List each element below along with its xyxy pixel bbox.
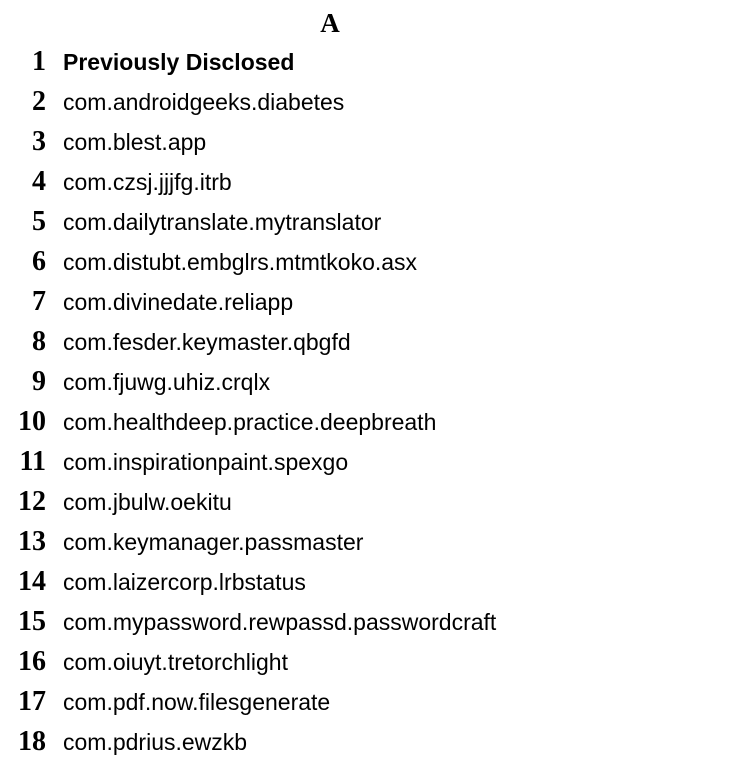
table-row (0, 402, 734, 442)
table-row (0, 442, 734, 482)
cell-package-name[interactable]: com.oiuyt.tretorchlight (63, 649, 288, 675)
table-row (0, 682, 734, 722)
row-number[interactable]: 7 (32, 286, 46, 317)
row-number[interactable]: 10 (18, 406, 46, 437)
row-number[interactable]: 18 (18, 726, 46, 757)
cell-package-name[interactable]: com.distubt.embglrs.mtmtkoko.asx (63, 249, 418, 275)
row-number[interactable]: 6 (32, 246, 46, 277)
row-number[interactable]: 15 (18, 606, 46, 637)
cell-package-name[interactable]: com.laizercorp.lrbstatus (63, 569, 306, 595)
table-row (0, 722, 734, 762)
table-row (0, 82, 734, 122)
table-rows (0, 42, 734, 762)
cell-package-name[interactable]: com.mypassword.rewpassd.passwordcraft (63, 609, 497, 635)
table-row (0, 362, 734, 402)
cell-header[interactable]: Previously Disclosed (63, 49, 295, 75)
cell-package-name[interactable]: com.androidgeeks.diabetes (63, 89, 345, 115)
row-number[interactable]: 1 (32, 46, 46, 77)
cell-package-name[interactable]: com.divinedate.reliapp (63, 289, 294, 315)
cell-package-name[interactable]: com.czsj.jjjfg.itrb (63, 169, 232, 195)
row-number[interactable]: 11 (19, 446, 46, 477)
row-number[interactable]: 17 (18, 686, 46, 717)
cell-package-name[interactable]: com.healthdeep.practice.deepbreath (63, 409, 437, 435)
table-row (0, 642, 734, 682)
table-row (0, 322, 734, 362)
table-row (0, 562, 734, 602)
cell-package-name[interactable]: com.pdf.now.filesgenerate (63, 689, 331, 715)
row-number[interactable]: 4 (32, 166, 46, 197)
row-number[interactable]: 2 (32, 86, 46, 117)
cell-package-name[interactable]: com.inspirationpaint.spexgo (63, 449, 349, 475)
table-row (0, 162, 734, 202)
cell-package-name[interactable]: com.blest.app (63, 129, 207, 155)
row-number[interactable]: 9 (32, 366, 46, 397)
table-row (0, 122, 734, 162)
row-number[interactable]: 16 (18, 646, 46, 677)
cell-package-name[interactable]: com.pdrius.ewzkb (63, 729, 248, 755)
row-number[interactable]: 13 (18, 526, 46, 557)
table-row (0, 522, 734, 562)
table-row (0, 42, 734, 82)
cell-package-name[interactable]: com.fjuwg.uhiz.crqlx (63, 369, 271, 395)
column-header-a[interactable]: A (320, 8, 340, 38)
row-number[interactable]: 3 (32, 126, 46, 157)
table-row (0, 602, 734, 642)
row-number[interactable]: 12 (18, 486, 46, 517)
row-number[interactable]: 5 (32, 206, 46, 237)
cell-package-name[interactable]: com.dailytranslate.mytranslator (63, 209, 382, 235)
cell-package-name[interactable]: com.fesder.keymaster.qbgfd (63, 329, 351, 355)
cell-package-name[interactable]: com.keymanager.passmaster (63, 529, 364, 555)
table-row (0, 202, 734, 242)
cell-package-name[interactable]: com.jbulw.oekitu (63, 489, 232, 515)
table-row (0, 482, 734, 522)
row-number[interactable]: 8 (32, 326, 46, 357)
table-row (0, 282, 734, 322)
row-number[interactable]: 14 (18, 566, 46, 597)
table-row (0, 242, 734, 282)
